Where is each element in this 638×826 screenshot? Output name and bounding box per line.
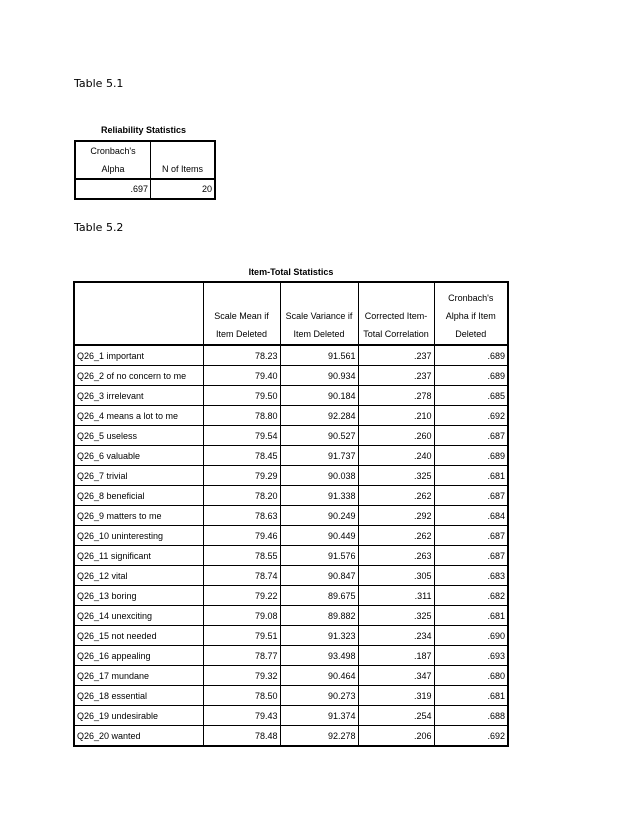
value-cell: 90.449: [280, 526, 358, 546]
table-row: [74, 486, 508, 506]
table-row: [74, 345, 508, 366]
item-name-cell: Q26_5 useless: [74, 426, 203, 446]
table-row: [74, 466, 508, 486]
reliability-title: Reliability Statistics: [100, 125, 187, 135]
item-total-statistics-table: [73, 281, 509, 747]
value-cell: .292: [358, 506, 434, 526]
value-cell: 90.934: [280, 366, 358, 386]
value-cell: 78.80: [203, 406, 280, 426]
value-cell: .685: [434, 386, 508, 406]
value-cell: 91.576: [280, 546, 358, 566]
value-cell: 89.882: [280, 606, 358, 626]
value-cell: 78.55: [203, 546, 280, 566]
item-name-cell: Q26_15 not needed: [74, 626, 203, 646]
value-cell: .687: [434, 546, 508, 566]
value-cell: 91.737: [280, 446, 358, 466]
column-header-line: Alpha if Item: [445, 311, 496, 321]
value-cell: 91.338: [280, 486, 358, 506]
table-5-1-caption: Table 5.1: [74, 77, 124, 90]
column-header: [358, 282, 434, 345]
value-cell: .237: [358, 345, 434, 366]
value-cell: .687: [434, 426, 508, 446]
column-header-line: [77, 325, 201, 343]
value-cell: .689: [434, 345, 508, 366]
value-cell: 78.23: [203, 345, 280, 366]
value-cell: .240: [358, 446, 434, 466]
table-row: [74, 646, 508, 666]
table-row: [74, 446, 508, 466]
table-row: [74, 706, 508, 726]
value-cell: 78.20: [203, 486, 280, 506]
value-cell: .311: [358, 586, 434, 606]
value-cell: 90.527: [280, 426, 358, 446]
value-cell: .187: [358, 646, 434, 666]
item-name-cell: Q26_13 boring: [74, 586, 203, 606]
item-name-cell: Q26_20 wanted: [74, 726, 203, 747]
table-row: [74, 506, 508, 526]
value-cell: 91.374: [280, 706, 358, 726]
value-cell: 91.561: [280, 345, 358, 366]
column-header-line: [361, 289, 432, 307]
table-row: [74, 686, 508, 706]
value-cell: 90.273: [280, 686, 358, 706]
column-header-line: Corrected Item-: [364, 311, 428, 321]
table-row: [74, 406, 508, 426]
column-header: [203, 282, 280, 345]
table-row: [74, 426, 508, 446]
item-name-cell: Q26_2 of no concern to me: [74, 366, 203, 386]
item-name-cell: Q26_14 unexciting: [74, 606, 203, 626]
table-row: [74, 626, 508, 646]
value-cell: .234: [358, 626, 434, 646]
value-cell: 92.284: [280, 406, 358, 426]
reliability-statistics-table: [74, 140, 216, 200]
value-cell: 79.22: [203, 586, 280, 606]
column-header-line: Deleted: [455, 329, 487, 339]
value-cell: .681: [434, 686, 508, 706]
column-header-line: Scale Mean if: [214, 311, 269, 321]
value-cell: .278: [358, 386, 434, 406]
column-header-line: Item Deleted: [215, 329, 268, 339]
value-cell: .262: [358, 486, 434, 506]
table-row: [74, 606, 508, 626]
value-cell: 90.464: [280, 666, 358, 686]
value-cell: 90.038: [280, 466, 358, 486]
item-name-cell: Q26_16 appealing: [74, 646, 203, 666]
table-5-2-caption: Table 5.2: [74, 221, 124, 234]
value-cell: .319: [358, 686, 434, 706]
value-cell: .682: [434, 586, 508, 606]
value-cell: 90.847: [280, 566, 358, 586]
column-header-line: [77, 307, 201, 325]
item-name-cell: Q26_12 vital: [74, 566, 203, 586]
value-cell: .681: [434, 466, 508, 486]
value-cell: .254: [358, 706, 434, 726]
table-row: [74, 526, 508, 546]
value-cell: 79.40: [203, 366, 280, 386]
value-cell: .692: [434, 726, 508, 747]
column-header-line: Total Correlation: [363, 329, 429, 339]
alpha-value: .697: [75, 179, 151, 199]
value-cell: 79.54: [203, 426, 280, 446]
item-name-cell: Q26_10 uninteresting: [74, 526, 203, 546]
value-cell: .680: [434, 666, 508, 686]
item-name-cell: Q26_4 means a lot to me: [74, 406, 203, 426]
value-cell: 78.63: [203, 506, 280, 526]
item-total-title: Item-Total Statistics: [248, 267, 334, 277]
column-header-line: Item Deleted: [293, 329, 345, 339]
item-name-cell: Q26_3 irrelevant: [74, 386, 203, 406]
column-header-line: Scale Variance if: [285, 311, 353, 321]
value-cell: .263: [358, 546, 434, 566]
item-name-cell: Q26_8 beneficial: [74, 486, 203, 506]
table-row: [74, 546, 508, 566]
item-name-cell: Q26_1 important: [74, 345, 203, 366]
n-items-header: N of Items: [151, 141, 216, 179]
value-cell: .688: [434, 706, 508, 726]
value-cell: 79.51: [203, 626, 280, 646]
value-cell: 89.675: [280, 586, 358, 606]
value-cell: .237: [358, 366, 434, 386]
value-cell: 78.77: [203, 646, 280, 666]
column-header: [434, 282, 508, 345]
value-cell: 79.50: [203, 386, 280, 406]
alpha-header: [75, 141, 151, 179]
value-cell: .687: [434, 526, 508, 546]
alpha-header-line1: Cronbach's: [90, 146, 136, 156]
value-cell: .683: [434, 566, 508, 586]
alpha-header-line2: Alpha: [101, 164, 125, 174]
value-cell: 78.50: [203, 686, 280, 706]
column-header-line: [77, 289, 201, 307]
value-cell: .210: [358, 406, 434, 426]
value-cell: 78.74: [203, 566, 280, 586]
value-cell: 79.29: [203, 466, 280, 486]
item-name-cell: Q26_9 matters to me: [74, 506, 203, 526]
item-name-cell: Q26_11 significant: [74, 546, 203, 566]
column-header: [74, 282, 203, 345]
value-cell: 79.43: [203, 706, 280, 726]
value-cell: .684: [434, 506, 508, 526]
value-cell: 79.08: [203, 606, 280, 626]
table-row: [74, 566, 508, 586]
value-cell: 90.249: [280, 506, 358, 526]
item-name-cell: Q26_7 trivial: [74, 466, 203, 486]
value-cell: .681: [434, 606, 508, 626]
value-cell: 91.323: [280, 626, 358, 646]
value-cell: .693: [434, 646, 508, 666]
item-name-cell: Q26_6 valuable: [74, 446, 203, 466]
table-row: [74, 586, 508, 606]
column-header-line: [283, 289, 356, 307]
table-row: [74, 726, 508, 747]
column-header: [280, 282, 358, 345]
value-cell: .347: [358, 666, 434, 686]
column-header-line: Cronbach's: [448, 293, 494, 303]
value-cell: .325: [358, 606, 434, 626]
column-header-line: [206, 289, 278, 307]
value-cell: .305: [358, 566, 434, 586]
value-cell: .689: [434, 366, 508, 386]
value-cell: 93.498: [280, 646, 358, 666]
item-name-cell: Q26_19 undesirable: [74, 706, 203, 726]
value-cell: 78.48: [203, 726, 280, 747]
value-cell: 79.46: [203, 526, 280, 546]
n-items-value: 20: [151, 179, 216, 199]
value-cell: 92.278: [280, 726, 358, 747]
item-name-cell: Q26_18 essential: [74, 686, 203, 706]
value-cell: 79.32: [203, 666, 280, 686]
value-cell: .206: [358, 726, 434, 747]
table-row: [74, 666, 508, 686]
table-row: [74, 386, 508, 406]
value-cell: .689: [434, 446, 508, 466]
value-cell: .687: [434, 486, 508, 506]
value-cell: .325: [358, 466, 434, 486]
value-cell: .262: [358, 526, 434, 546]
value-cell: .692: [434, 406, 508, 426]
table-row: [74, 366, 508, 386]
item-name-cell: Q26_17 mundane: [74, 666, 203, 686]
value-cell: .690: [434, 626, 508, 646]
value-cell: 78.45: [203, 446, 280, 466]
value-cell: .260: [358, 426, 434, 446]
value-cell: 90.184: [280, 386, 358, 406]
